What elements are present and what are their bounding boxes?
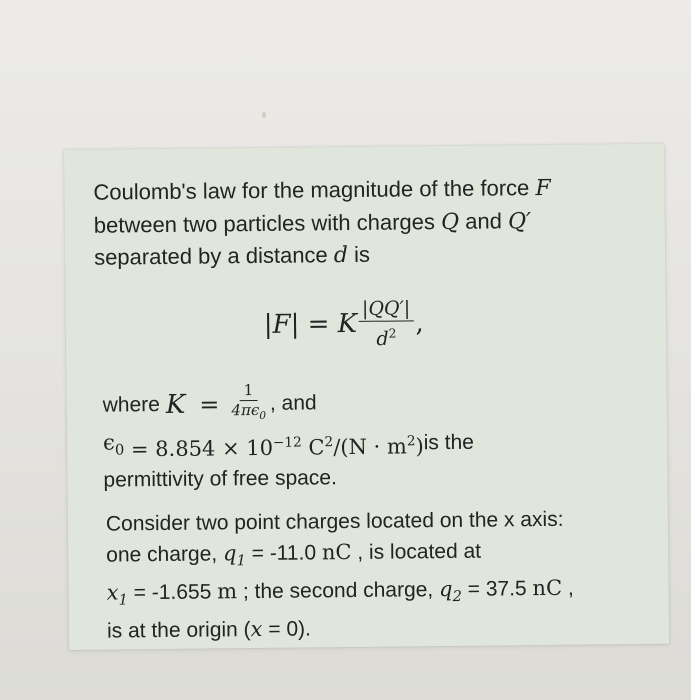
- var-q1: $q_1$: [222, 541, 246, 570]
- var-d: d: [333, 243, 349, 269]
- intro-line-2: between two particles with charges Q and Q′: [93, 207, 532, 238]
- coulomb-formula: [264, 296, 424, 352]
- definition-paragraph: [102, 377, 623, 496]
- intro-paragraph: [93, 171, 634, 274]
- formula-denominator: $d^2$: [376, 326, 397, 351]
- problem-line-3: $x_1 = -1.655$ m ; the second charge, $q_2 = 37.5$ nC ,: [106, 575, 574, 609]
- k-fraction: [231, 381, 266, 426]
- intro-line-1: Coulomb's law for the magnitude of the force F: [93, 175, 551, 205]
- problem-paragraph: [106, 504, 652, 647]
- formula-fraction: [359, 296, 414, 351]
- epsilon-value: = $8.854 \times 10^{-12}$ $C^2/(N \cdot m^2)$: [130, 432, 424, 461]
- var-x: x: [250, 617, 263, 642]
- definition-line-3: permittivity of free space.: [103, 466, 337, 492]
- problem-line-1: Consider two point charges located on the x axis:: [105, 507, 564, 536]
- formula-lhs: |F| = K: [263, 309, 358, 341]
- equals-sign: =: [199, 389, 220, 419]
- var-x1: $x_1$: [106, 580, 129, 609]
- k-denominator: $4\pi\epsilon_0$: [231, 400, 267, 422]
- intro-line-3: separated by a distance d is: [93, 241, 371, 270]
- var-k: K: [165, 389, 186, 420]
- formula-trail: ,: [415, 308, 424, 339]
- problem-line-2: one charge, $q_1 = -11.0$ nC , is located at: [106, 539, 482, 570]
- definition-line-2: $\epsilon_0$ = $8.854 \times 10^{-12}$ $C^2/(N \cdot m^2)$ is the: [103, 422, 623, 466]
- paper-speck: [262, 112, 266, 118]
- problem-line-4: is at the origin (x = 0).: [106, 617, 312, 643]
- k-numerator: 1: [240, 381, 258, 401]
- epsilon-symbol: $\epsilon_0$: [102, 430, 125, 459]
- formula-numerator: |QQ′|: [359, 296, 414, 322]
- var-q: Q: [440, 209, 460, 235]
- var-q2: $q_2$: [438, 577, 463, 606]
- var-f: F: [535, 175, 551, 202]
- definition-line-1: where K = $\frac{1}{4\pi\epsilon_0}$ , and: [102, 377, 622, 427]
- problem-card: [64, 144, 669, 650]
- var-q-prime: Q′: [507, 208, 532, 234]
